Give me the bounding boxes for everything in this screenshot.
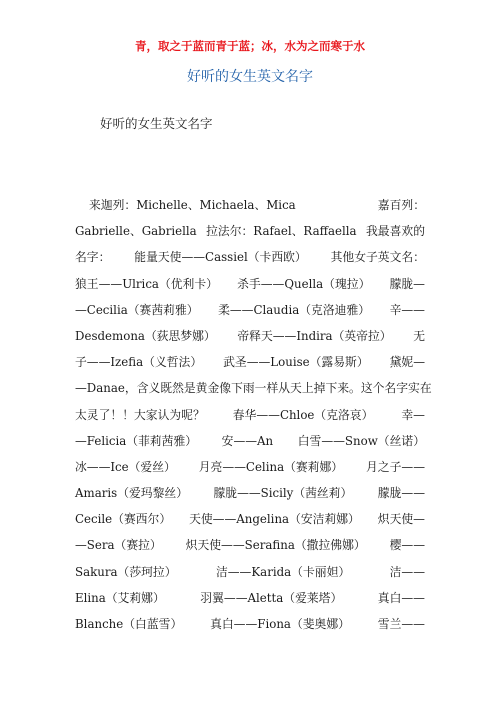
text-segment: 名字： bbox=[75, 250, 111, 265]
text-segment: —Cecilia（赛茜莉雅） bbox=[75, 302, 199, 317]
text-segment: 洁——Karida（卡丽妲） bbox=[215, 564, 351, 579]
text-segment: 安——An bbox=[221, 433, 274, 448]
text-segment: 杀手——Quella（瑰拉） bbox=[237, 276, 371, 291]
text-line bbox=[75, 349, 425, 375]
text-segment: 幸— bbox=[401, 407, 425, 422]
text-segment: 真白——Fiona（斐奥娜） bbox=[210, 617, 350, 631]
text-segment: Blanche（白蓝雪） bbox=[75, 617, 183, 631]
text-segment: 柔——Claudia（克洛迪雅） bbox=[218, 302, 371, 317]
text-segment: 其他女子英文名： bbox=[330, 250, 425, 265]
text-segment: 炽天使— bbox=[377, 512, 425, 527]
text-line bbox=[75, 218, 425, 244]
text-segment: 无 bbox=[413, 328, 425, 343]
text-line bbox=[75, 192, 425, 218]
text-line bbox=[75, 323, 425, 349]
text-segment: 黛妮— bbox=[389, 355, 425, 370]
text-segment: —Sera（赛拉） bbox=[75, 538, 162, 553]
text-segment: 能量天使——Cassiel（卡西欧） bbox=[134, 250, 307, 265]
text-segment: Sakura（莎珂拉） bbox=[75, 564, 177, 579]
text-segment: 羽翼——Aletta（爱莱塔） bbox=[200, 590, 343, 605]
text-segment: 狼王——Ulrica（优利卡） bbox=[75, 276, 218, 291]
text-segment: 真白—— bbox=[377, 590, 425, 605]
text-line bbox=[75, 402, 425, 428]
text-segment: 辛—— bbox=[389, 302, 425, 317]
text-line bbox=[75, 611, 425, 637]
text-line bbox=[75, 532, 425, 558]
text-segment: 帝释天——Indira（英帝拉） bbox=[237, 328, 392, 343]
text-line bbox=[75, 244, 425, 270]
text-line bbox=[75, 375, 432, 401]
text-line bbox=[75, 506, 425, 532]
text-segment: Amaris（爱玛黎丝） bbox=[75, 486, 188, 501]
text-segment: —Danae，含义既然是黄金像下雨一样从天上掉下来。这个名字实在 bbox=[75, 381, 432, 396]
text-line bbox=[75, 454, 425, 480]
text-line bbox=[75, 271, 425, 297]
text-segment: —Felicia（菲莉茜雅） bbox=[75, 433, 198, 448]
text-segment: Desdemona（荻思梦娜） bbox=[75, 328, 216, 343]
text-segment: 我最喜欢的 bbox=[366, 224, 425, 239]
text-segment: 朦胧— bbox=[389, 276, 425, 291]
text-segment: 子——Izefia（义哲法） bbox=[75, 355, 203, 370]
text-segment: Cecile（赛西尔） bbox=[75, 512, 172, 527]
text-segment: 朦胧——Sicily（茜丝莉） bbox=[213, 486, 353, 501]
article-body bbox=[75, 192, 432, 637]
text-segment: Elina（艾莉娜） bbox=[75, 590, 165, 605]
page-title: 好听的女生英文名字 bbox=[187, 69, 313, 85]
text-segment: 冰——Ice（爱丝） bbox=[75, 459, 176, 474]
text-segment: Gabrielle、Gabriella bbox=[75, 224, 197, 239]
header-motto: 青，取之于蓝而青于蓝；冰，水为之而寒于水 bbox=[135, 39, 365, 53]
text-segment: 春华——Chloe（克洛哀） bbox=[232, 407, 374, 422]
text-segment: 月之子—— bbox=[366, 459, 425, 474]
text-segment: 樱—— bbox=[389, 538, 425, 553]
text-segment: 太灵了！！大家认为呢？ bbox=[75, 407, 205, 422]
text-line bbox=[75, 428, 425, 454]
text-segment: 朦胧—— bbox=[377, 486, 425, 501]
text-segment: 月亮——Celina（赛莉娜） bbox=[198, 459, 344, 474]
text-segment: 雪兰—— bbox=[377, 617, 425, 631]
text-segment: 拉法尔：Rafael、Raffaella bbox=[206, 224, 357, 239]
text-line bbox=[75, 480, 425, 506]
text-segment: 洁—— bbox=[389, 564, 425, 579]
text-line bbox=[75, 559, 425, 585]
text-segment: 来迦列：Michelle、Michaela、Mica bbox=[89, 198, 296, 212]
text-segment: 天使——Angelina（安洁莉娜） bbox=[189, 512, 360, 527]
text-line bbox=[75, 297, 425, 323]
article-subtitle: 好听的女生英文名字 bbox=[100, 116, 213, 131]
text-segment: 白雪——Snow（丝诺） bbox=[297, 433, 425, 448]
text-segment: 嘉百列： bbox=[377, 198, 425, 212]
text-segment: 炽天使——Serafina（撒拉佛娜） bbox=[185, 538, 366, 553]
text-line bbox=[75, 585, 425, 611]
text-segment: 武圣——Louise（露易斯） bbox=[223, 355, 369, 370]
